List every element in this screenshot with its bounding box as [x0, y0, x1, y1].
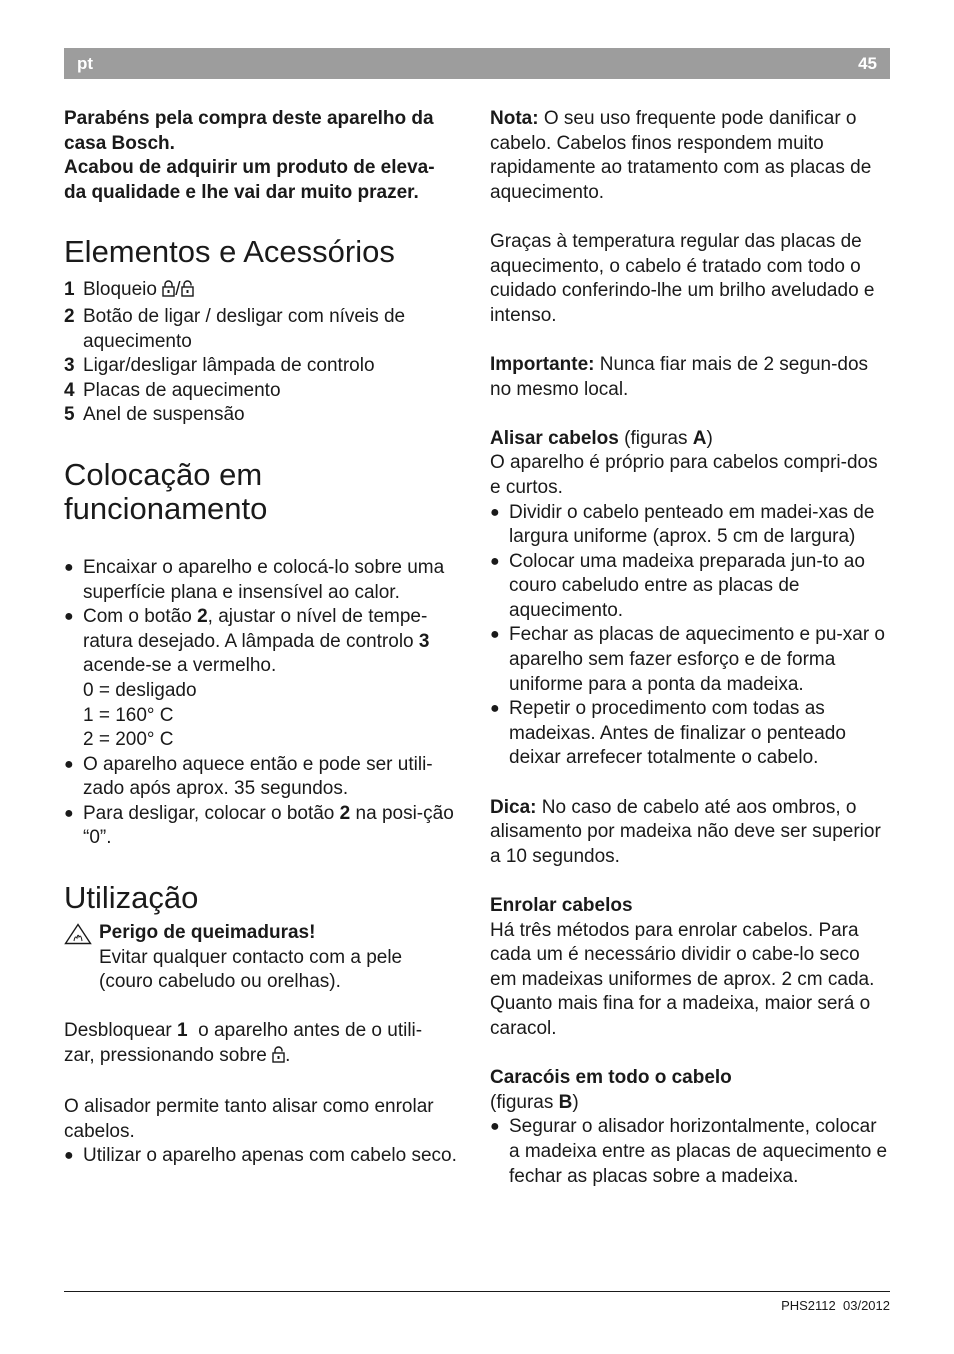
usage-paragraph: O alisador permite tanto alisar como enrolar cabelos.	[64, 1096, 434, 1142]
burn-warning: Perigo de queimaduras! Evitar qualquer contacto com a pele (couro cabeludo ou orelhas).	[64, 921, 466, 995]
important-paragraph: Importante: Nunca fiar mais de 2 segun-dos no mesmo local.	[490, 353, 869, 400]
bullet-icon: ●	[490, 700, 500, 718]
list-item: ● Com o botão 2, ajustar o nível de tempe-ratura desejado. A lâmpada de controlo 3 acende-se a vermelho.	[64, 605, 466, 679]
note-paragraph: Nota: O seu uso frequente pode danificar o cabelo. Cabelos finos respondem muito rapidamente ao tratamento com as placas de aquecimento.	[490, 108, 872, 203]
part-item-3	[64, 354, 466, 379]
section-title-setup: Colocação em funcionamento	[64, 456, 268, 526]
part-number: 3	[64, 355, 75, 377]
part-number: 1	[64, 279, 75, 301]
curl-heading: Enrolar cabelos	[490, 895, 633, 916]
bullet-icon: ●	[64, 608, 74, 626]
level-0: 0 = desligado	[83, 679, 197, 701]
list-item: ● Fechar as placas de aquecimento e pu-xar o aparelho sem fazer esforço e de forma uniforme para a ponta da madeixa.	[490, 623, 890, 697]
model-number: PHS2112	[781, 1298, 836, 1313]
list-item: ● Dividir o cabelo penteado em madei-xas de largura uniforme (aprox. 5 cm de largura)	[490, 501, 890, 550]
bullet-icon: ●	[490, 503, 500, 521]
temperature-paragraph: Graças à temperatura regular das placas de aquecimento, o cabelo é tratado com todo o cuidado conferindo-lhe um brilho aveludado e intenso.	[490, 230, 875, 326]
bullet-icon: ●	[490, 1118, 500, 1136]
intro-line-1: Parabéns pela compra deste aparelho da	[64, 108, 434, 129]
list-item: ● O aparelho aquece então e pode ser utili-zado após aprox. 35 segundos.	[64, 753, 466, 802]
list-item: ● Utilizar o aparelho apenas com cabelo seco.	[64, 1144, 466, 1169]
part-label: Bloqueio	[83, 279, 163, 301]
list-item: ● Segurar o alisador horizontalmente, colocar a madeixa entre as placas de aquecimento e fechar as placas sobre a madeixa.	[490, 1115, 890, 1189]
tip-paragraph: Dica: No caso de cabelo até aos ombros, o alisamento por madeixa não deve ser superior a 10 segundos.	[490, 796, 881, 867]
lock-open-icon	[181, 280, 194, 305]
bullet-icon: ●	[64, 1147, 74, 1165]
bullet-icon: ●	[64, 558, 74, 576]
language-code: pt	[77, 54, 94, 73]
straighten-paragraph: O aparelho é próprio para cabelos compri-dos e curtos.	[490, 452, 878, 498]
straighten-heading: Alisar cabelos (figuras A)	[490, 427, 713, 449]
part-number: 4	[64, 379, 75, 401]
list-item: ● Repetir o procedimento com todas as madeixas. Antes de finalizar o penteado deixar arrefecer totalmente o cabelo.	[490, 697, 890, 771]
lock-closed-icon	[162, 280, 175, 305]
part-label: Ligar/desligar lâmpada de controlo	[83, 355, 375, 377]
footer-divider	[64, 1291, 890, 1292]
part-label: Placas de aquecimento	[83, 379, 281, 401]
lock-open-icon	[272, 1046, 285, 1071]
level-1: 1 = 160° C	[83, 704, 174, 726]
bullet-icon: ●	[64, 755, 74, 773]
intro-line-2: casa Bosch.	[64, 132, 175, 154]
page-number: 45	[858, 54, 877, 73]
intro-line-3: Acabou de adquirir um produto de eleva-	[64, 157, 435, 179]
print-date: 03/2012	[843, 1298, 890, 1313]
left-column	[64, 107, 466, 1169]
warning-title: Perigo de queimaduras!	[99, 922, 316, 944]
list-item: ● Encaixar o aparelho e colocá-lo sobre uma superfície plana e insensível ao calor.	[64, 556, 466, 605]
intro-line-4: da qualidade e lhe vai dar muito prazer.	[64, 181, 419, 203]
list-item: ● Para desligar, colocar o botão 2 na posi-ção “0”.	[64, 802, 466, 851]
section-title-elements: Elementos e Acessórios	[64, 234, 395, 270]
full-curls-heading: Caracóis em todo o cabelo	[490, 1067, 732, 1089]
part-number: 5	[64, 404, 75, 426]
part-label: Botão de ligar / desligar com níveis de aquecimento	[83, 305, 406, 352]
part-number: 2	[64, 305, 75, 327]
warning-triangle-icon	[64, 921, 99, 995]
full-curls-figures: (figuras B)	[490, 1091, 579, 1113]
part-item-1	[64, 278, 466, 305]
part-item-4	[64, 379, 466, 404]
curl-paragraph: Há três métodos para enrolar cabelos. Para cada um é necessário dividir o cabe-lo seco em madeixas uniformes de aprox. 2 cm cada. Quanto mais fina for a madeixa, maior será o caracol.	[490, 919, 875, 1039]
part-label: Anel de suspensão	[83, 404, 245, 426]
level-2: 2 = 200° C	[83, 729, 174, 751]
bullet-icon: ●	[490, 552, 500, 570]
bullet-icon: ●	[490, 626, 500, 644]
part-item-5	[64, 403, 466, 428]
list-item: ● Colocar uma madeixa preparada jun-to ao couro cabeludo entre as placas de aquecimento.	[490, 550, 890, 624]
bullet-icon: ●	[64, 804, 74, 822]
part-item-2	[64, 305, 466, 354]
lock-separator: /	[175, 279, 181, 301]
section-title-usage: Utilização	[64, 880, 199, 916]
unlock-paragraph: Desbloquear 1 o aparelho antes de o utili- zar, pressionando sobre .	[64, 1019, 466, 1070]
page-header-bar	[64, 48, 890, 79]
footer-info	[781, 1298, 890, 1313]
right-column	[490, 107, 890, 1189]
